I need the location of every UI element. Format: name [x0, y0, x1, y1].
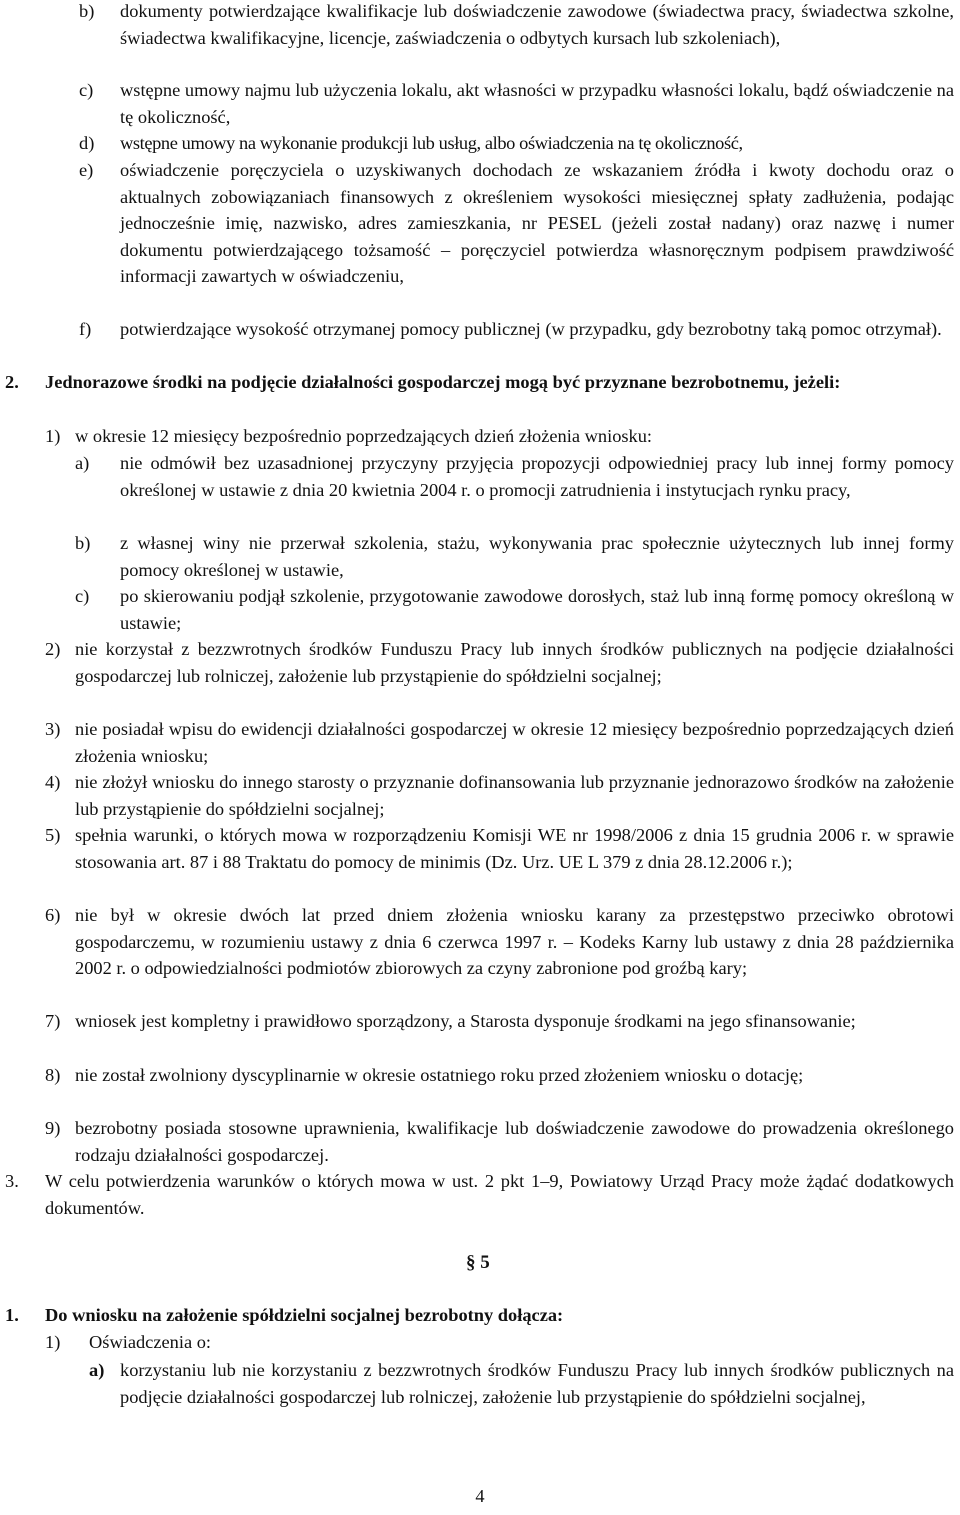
list-text: nie korzystał z bezzwrotnych środków Funduszu Pracy lub innych środków publicznych na podjęcie działalności gospodarczej lub rolniczej, założenie lub przystąpienie do spółdzielni socjalnej;: [75, 639, 954, 686]
list-text: dokumenty potwierdzające kwalifikacje lub doświadczenie zawodowe (świadectwa pracy, świadectwa szkolne, świadectwa kwalifikacyjne, licencje, zaświadczenia o odbytych kursach lub szkoleniach),: [120, 1, 954, 48]
list-item-e: [79, 157, 954, 290]
list-text: nie został zwolniony dyscyplinarnie w okresie ostatniego roku przed złożeniem wniosku o dotację;: [75, 1065, 804, 1085]
numbered-paragraph-3: [5, 1168, 954, 1221]
list-marker: a): [89, 1360, 105, 1380]
list-item-2-1: [45, 423, 954, 450]
paragraph-heading: Jednorazowe środki na podjęcie działalności gospodarczej mogą być przyznane bezrobotnemu, jeżeli:: [45, 372, 841, 392]
list-item-d: [79, 130, 959, 157]
list-marker: 2): [45, 639, 61, 659]
list-item-f: [79, 316, 954, 343]
list-text: w okresie 12 miesięcy bezpośrednio poprzedzających dzień złożenia wniosku:: [75, 426, 653, 446]
list-marker: e): [79, 160, 94, 180]
list-marker: a): [75, 453, 90, 473]
list-item-2-4: [45, 769, 954, 822]
list-text: z własnej winy nie przerwał szkolenia, stażu, wykonywania prac społecznie użytecznych lub innej formy pomocy określonej w ustawie,: [120, 533, 954, 580]
paragraph-text: W celu potwierdzenia warunków o których mowa w ust. 2 pkt 1–9, Powiatowy Urząd Pracy może żądać dodatkowych dokumentów.: [45, 1171, 954, 1218]
list-item-2-7: [45, 1008, 954, 1035]
list-marker: 9): [45, 1118, 61, 1138]
list-marker: 8): [45, 1065, 61, 1085]
list-text: potwierdzające wysokość otrzymanej pomocy publicznej (w przypadku, gdy bezrobotny taką pomoc otrzymał).: [120, 319, 942, 339]
paragraph-number: 1.: [5, 1305, 19, 1325]
list-item-2-1-c: [75, 583, 954, 636]
list-text: bezrobotny posiada stosowne uprawnienia, kwalifikacje lub doświadczenie zawodowe do prowadzenia określonego rodzaju działalności gospodarczej.: [75, 1118, 954, 1165]
list-text: wstępne umowy najmu lub użyczenia lokalu, akt własności w przypadku własności lokalu, bądź oświadczenie na tę okoliczność,: [120, 80, 954, 127]
list-text: nie posiadał wpisu do ewidencji działalności gospodarczej w okresie 12 miesięcy bezpośrednio poprzedzających dzień złożenia wniosku;: [75, 719, 954, 766]
section-title: § 5: [466, 1252, 490, 1273]
list-text: oświadczenie poręczyciela o uzyskiwanych dochodach ze wskazaniem źródła i kwoty dochodu oraz o aktualnych zobowiązaniach finansowych z określeniem wysokości miesięcznej spłaty zadłużenia, podając jednocześnie imię, nazwisko, adres zamieszkania, nr PESEL (jeżeli został nadany) oraz nazwę i numer dokumentu potwierdzającego tożsamość – poręczyciel potwierdza własnoręcznym podpisem prawdziwość informacji zawartych w oświadczeniu,: [120, 160, 954, 287]
list-item-2-2: [45, 636, 954, 689]
list-item-2-5: [45, 822, 954, 875]
list-text: wniosek jest kompletny i prawidłowo sporządzony, a Starosta dysponuje środkami na jego sfinansowanie;: [75, 1011, 856, 1031]
list-marker: 1): [45, 1332, 61, 1352]
paragraph-number: 2.: [5, 372, 19, 392]
list-marker: 5): [45, 825, 61, 845]
list-item-2-1-b: [75, 530, 954, 583]
list-text: po skierowaniu podjął szkolenie, przygotowanie zawodowe dorosłych, staż lub inną formę pomocy określoną w ustawie;: [120, 586, 954, 633]
paragraph-heading: Do wniosku na założenie spółdzielni socjalnej bezrobotny dołącza:: [45, 1305, 564, 1325]
numbered-paragraph-2: [5, 369, 954, 396]
list-item-2-3: [45, 716, 954, 769]
list-marker: c): [79, 80, 94, 100]
list-marker: 3): [45, 719, 61, 739]
page-number: 4: [475, 1486, 485, 1506]
list-text: korzystaniu lub nie korzystaniu z bezzwrotnych środków Funduszu Pracy lub innych środków publicznych na podjęcie działalności gospodarczej lub rolniczej, założenie lub przystąpienie do spółdzielni socjalnej,: [120, 1360, 954, 1407]
numbered-paragraph-5-1: [5, 1302, 954, 1329]
list-text: wstępne umowy na wykonanie produkcji lub usług, albo oświadczenia na tę okoliczność,: [120, 133, 743, 153]
list-item-c: [79, 77, 954, 130]
list-marker: 1): [45, 426, 61, 446]
list-item-2-1-a: [75, 450, 954, 503]
list-marker: d): [79, 133, 95, 153]
list-marker: 7): [45, 1011, 61, 1031]
list-item-5-1: [45, 1329, 954, 1356]
list-marker: 6): [45, 905, 61, 925]
list-marker: 4): [45, 772, 61, 792]
list-text: nie złożył wniosku do innego starosty o przyznanie dofinansowania lub przyznanie jednorazowo środków na założenie lub przystąpienie do spółdzielni socjalnej;: [75, 772, 954, 819]
list-text: spełnia warunki, o których mowa w rozporządzeniu Komisji WE nr 1998/2006 z dnia 15 grudnia 2006 r. w sprawie stosowania art. 87 i 88 Traktatu do pomocy de minimis (Dz. Urz. UE L 379 z dnia 28.12.2006 r.);: [75, 825, 954, 872]
list-item-b: [79, 0, 954, 51]
list-marker: f): [79, 319, 92, 339]
list-item-2-8: [45, 1062, 954, 1089]
list-marker: b): [79, 1, 95, 21]
list-item-5-1-a: [89, 1357, 954, 1410]
list-text: Oświadczenia o:: [89, 1332, 212, 1352]
list-marker: b): [75, 533, 91, 553]
list-item-2-9: [45, 1115, 954, 1168]
list-text: nie odmówił bez uzasadnionej przyczyny przyjęcia propozycji odpowiedniej pracy lub innej formy pomocy określonej w ustawie z dnia 20 kwietnia 2004 r. o promocji zatrudnienia i instytucjach rynku pracy,: [120, 453, 954, 500]
paragraph-number: 3.: [5, 1171, 19, 1191]
list-item-2-6: [45, 902, 954, 982]
list-text: nie był w okresie dwóch lat przed dniem złożenia wniosku karany za przestępstwo przeciwko obrotowi gospodarczemu, w rozumieniu ustawy z dnia 6 czerwca 1997 r. – Kodeks Karny lub ustawy z dnia 28 października 2002 r. o odpowiedzialności podmiotów zbiorowych za czyny zabronione pod groźbą kary;: [75, 905, 954, 979]
list-marker: c): [75, 586, 90, 606]
